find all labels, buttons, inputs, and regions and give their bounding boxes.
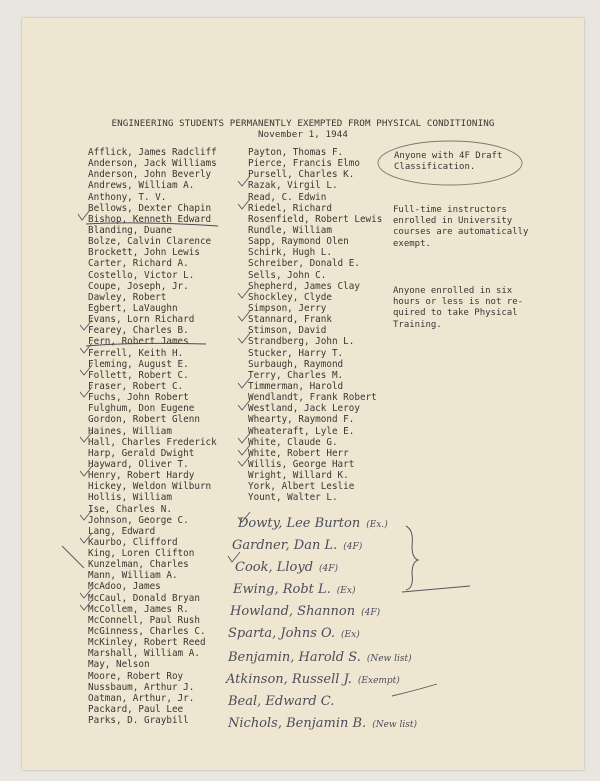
name-entry: Ise, Charles N. [88, 503, 172, 515]
name-entry: Fern, Robert James [88, 336, 189, 348]
name-list-column-1 [88, 147, 217, 726]
name-entry: Carter, Richard A. [88, 258, 189, 270]
name-entry: Follett, Robert C. [88, 369, 189, 381]
handwritten-entry [232, 538, 362, 553]
name-entry: Moore, Robert Roy [88, 670, 184, 682]
name-entry: Schirk, Hugh L. [248, 247, 332, 259]
name-entry: Bishop, Kenneth Edward [88, 213, 212, 225]
name-entry: Pursell, Charles K. [248, 169, 355, 181]
name-entry: Rosenfield, Robert Lewis [248, 213, 383, 225]
handwritten-entry [228, 626, 360, 641]
name-list-column-2 [248, 147, 382, 504]
handwritten-name: Sparta, Johns O. [228, 626, 336, 641]
name-entry: McKinley, Robert Reed [88, 637, 206, 649]
name-entry: Willis, George Hart [248, 458, 355, 470]
document-page [22, 18, 584, 770]
name-entry: Anderson, John Beverly [88, 169, 212, 181]
handwritten-tag: (4F) [361, 608, 381, 618]
name-entry: Ferrell, Keith H. [88, 347, 184, 359]
name-entry: Lang, Edward [88, 525, 156, 537]
name-entry: Bolze, Calvin Clarence [88, 236, 212, 248]
handwritten-tag: (4F) [343, 542, 363, 552]
name-entry: Fearey, Charles B. [88, 325, 189, 337]
handwritten-name: Howland, Shannon [230, 604, 356, 619]
name-entry: Evans, Lorn Richard [88, 314, 195, 326]
name-entry: Hall, Charles Frederick [88, 436, 217, 448]
handwritten-name: Cook, Lloyd [235, 560, 314, 575]
name-entry: McGinness, Charles C. [88, 626, 206, 638]
note-six-hours: Anyone enrolled in six hours or less is not re- quired to take Physical Training. [393, 286, 524, 330]
name-entry: Henry, Robert Hardy [88, 470, 195, 482]
name-entry: Whearty, Raymond F. [248, 414, 355, 426]
name-entry: Mann, William A. [88, 570, 178, 582]
handwritten-name: Dowty, Lee Burton [238, 516, 361, 531]
name-entry: White, Robert Herr [248, 447, 349, 459]
handwritten-name: Nichols, Benjamin B. [228, 716, 367, 731]
handwritten-tag: (Ex) [336, 586, 356, 596]
name-entry: Fulghum, Don Eugene [88, 403, 195, 415]
handwritten-entry [226, 672, 400, 687]
name-entry: Timmerman, Harold [248, 380, 344, 392]
handwritten-tag: (New list) [372, 720, 417, 730]
name-entry: Shockley, Clyde [248, 291, 332, 303]
name-entry: Nussbaum, Arthur J. [88, 681, 195, 693]
name-entry: Harp, Gerald Dwight [88, 447, 195, 459]
name-entry: Oatman, Arthur, Jr. [88, 692, 195, 704]
name-entry: Gordon, Robert Glenn [88, 414, 200, 426]
name-entry: Kaurbo, Clifford [88, 536, 178, 548]
handwritten-tag: (New list) [366, 654, 412, 664]
handwritten-entry [235, 560, 338, 575]
handwritten-name: Benjamin, Harold S. [228, 650, 361, 665]
name-entry: Surbaugh, Raymond [248, 358, 344, 370]
handwritten-name: Atkinson, Russell J. [226, 672, 352, 687]
name-entry: Andrews, William A. [88, 180, 195, 192]
name-entry: Sapp, Raymond Olen [248, 236, 349, 248]
name-entry: Terry, Charles M. [248, 369, 344, 381]
handwritten-entry [233, 582, 355, 597]
name-entry: Strandberg, John L. [248, 336, 355, 348]
name-entry: Shepherd, James Clay [248, 280, 360, 292]
name-entry: McConnell, Paul Rush [88, 614, 200, 626]
name-entry: King, Loren Clifton [88, 548, 195, 560]
document-date: November 1, 1944 [257, 129, 349, 140]
name-entry: Packard, Paul Lee [88, 704, 184, 716]
name-entry: Coupe, Joseph, Jr. [88, 280, 189, 292]
handwritten-name: Beal, Edward C. [228, 694, 335, 709]
name-entry: Hollis, William [88, 492, 172, 504]
name-entry: McAdoo, James [88, 581, 161, 593]
name-entry: Westland, Jack Leroy [248, 403, 360, 415]
name-entry: Kunzelman, Charles [88, 559, 189, 571]
handwritten-tag: (Ex.) [366, 520, 388, 530]
name-entry: Wright, Willard K. [248, 470, 349, 482]
name-entry: Stimson, David [248, 325, 327, 337]
name-entry: Brockett, John Lewis [88, 247, 200, 259]
handwritten-entry [228, 694, 340, 709]
brace-mark [406, 526, 418, 590]
name-entry: Hayward, Oliver T. [88, 458, 189, 470]
handwritten-tag: (4F) [319, 564, 339, 574]
name-entry: Anderson, Jack Williams [88, 158, 217, 170]
name-entry: Payton, Thomas F. [248, 147, 344, 158]
name-entry: Wheateraft, Lyle E. [248, 425, 355, 437]
name-entry: Pierce, Francis Elmo [248, 158, 360, 170]
name-entry: Dawley, Robert [88, 291, 167, 303]
name-entry: Riedel, Richard [248, 202, 332, 214]
name-entry: Stannard, Frank [248, 314, 332, 326]
name-entry: Rundle, William [248, 224, 332, 236]
name-entry: May, Nelson [88, 659, 150, 671]
name-entry: Anthony, T. V. [88, 191, 167, 203]
handwritten-entry [230, 604, 380, 619]
pen-line [402, 586, 470, 592]
name-entry: Schreiber, Donald E. [248, 258, 360, 270]
handwritten-tag: (Exempt) [357, 676, 400, 686]
name-entry: Egbert, LaVaughn [88, 302, 178, 314]
name-entry: Yount, Walter L. [248, 492, 338, 504]
handwritten-name: Gardner, Dan L. [232, 538, 338, 553]
name-entry: Hickey, Weldon Wilburn [88, 481, 212, 493]
note-4f-draft: Anyone with 4F Draft Classification. [394, 151, 503, 173]
name-entry: Fraser, Robert C. [88, 380, 184, 392]
name-entry: Read, C. Edwin [248, 191, 327, 203]
name-entry: White, Claude G. [248, 436, 338, 448]
name-entry: Parks, D. Graybill [88, 715, 189, 727]
name-entry: McCaul, Donald Bryan [88, 592, 200, 604]
handwritten-tag: (Ex) [341, 630, 360, 640]
name-entry: Afflick, James Radcliff [88, 147, 217, 158]
handwritten-name: Ewing, Robt L. [233, 582, 331, 597]
note-instructors: Full-time instructors enrolled in University courses are automatically exempt. [393, 205, 529, 249]
name-entry: Razak, Virgil L. [248, 180, 338, 192]
name-entry: Fleming, August E. [88, 358, 189, 370]
name-entry: Wendlandt, Frank Robert [248, 392, 377, 404]
handwritten-entry [228, 716, 417, 731]
name-entry: Johnson, George C. [88, 514, 189, 526]
name-entry: Blanding, Duane [88, 224, 172, 236]
name-entry: Stucker, Harry T. [248, 347, 344, 359]
name-entry: Sells, John C. [248, 269, 327, 281]
handwritten-entry [238, 516, 388, 531]
name-entry: Haines, William [88, 425, 172, 437]
name-entry: McCollem, James R. [88, 603, 189, 615]
name-entry: Marshall, William A. [88, 648, 200, 660]
handwritten-entry [228, 650, 412, 665]
document-title: ENGINEERING STUDENTS PERMANENTLY EXEMPTED FROM PHYSICAL CONDITIONING [111, 118, 495, 129]
name-entry: Fuchs, John Robert [88, 392, 189, 404]
name-entry: Bellows, Dexter Chapin [88, 202, 212, 214]
name-entry: Simpson, Jerry [248, 302, 327, 314]
name-entry: Costello, Victor L. [88, 269, 195, 281]
name-entry: York, Albert Leslie [248, 481, 355, 493]
